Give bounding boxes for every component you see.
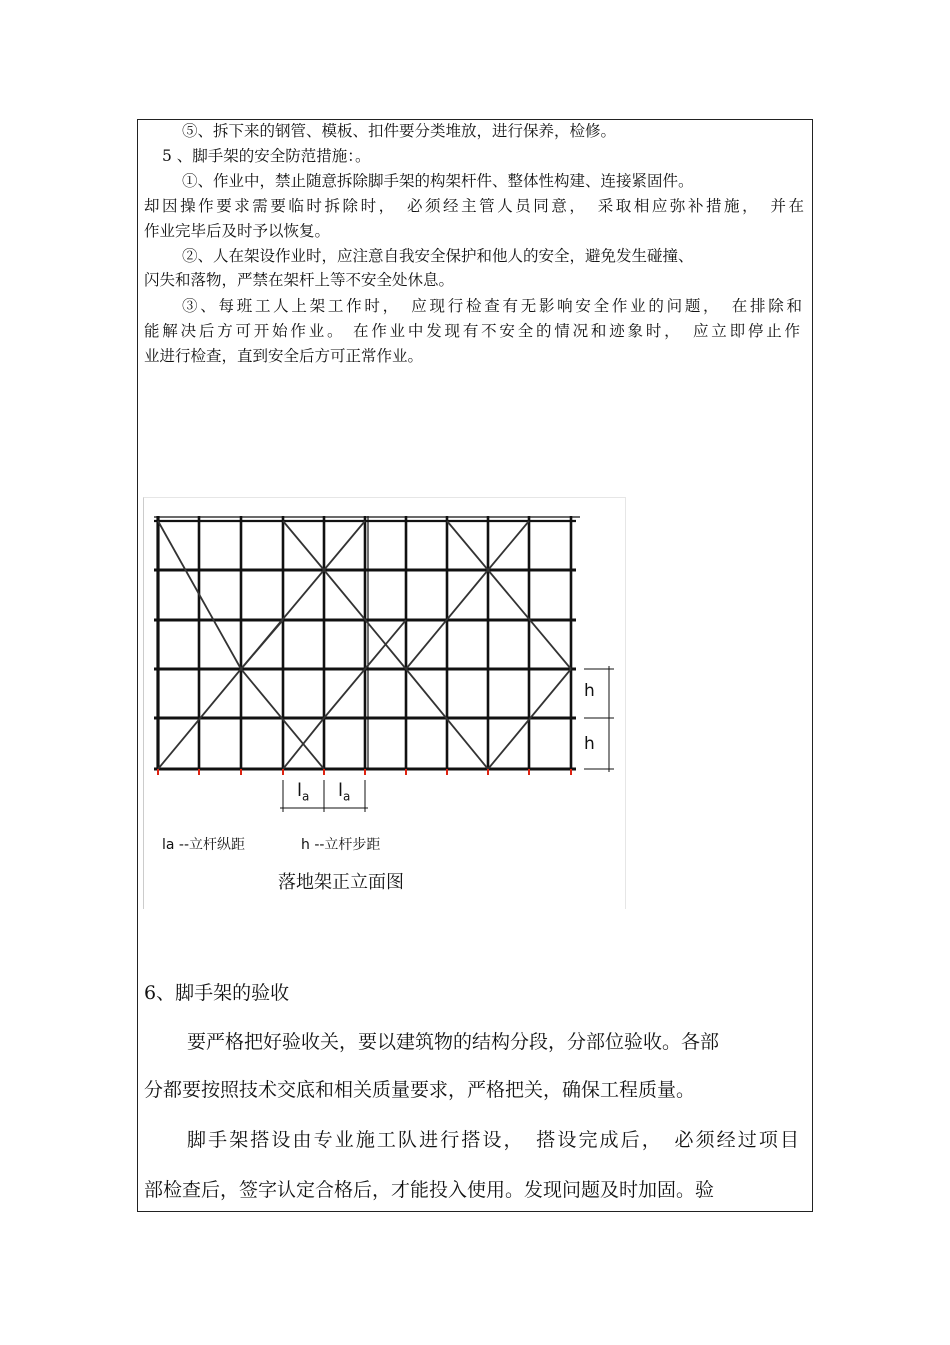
section-6-heading: 6、脚手架的验收 [144,982,290,1004]
brace-7 [324,521,365,570]
text-line-8: ③、每班工人上架工作时， 应现行检查有无影响安全作业的问题， 在排除和 [182,297,802,315]
text-line-5: 作业完毕后及时予以恢复。 [144,222,331,240]
legend-la: la --立杆纵距 [162,837,246,853]
scaffold-elevation-figure [143,497,626,909]
h-label-upper: h [584,681,595,701]
legend-h: h --立杆步距 [301,837,381,853]
section-6-line-3: 脚手架搭设由专业施工队进行搭设， 搭设完成后， 必须经过项目 [187,1129,799,1151]
text-line-10: 业进行检查，直到安全后方可正常作业。 [144,347,424,365]
text-line-3: ①、作业中，禁止随意拆除脚手架的构架杆件、整体性构建、连接紧固件。 [182,172,694,190]
h-label-lower: h [584,734,595,754]
la-label-right: $l_a$ [338,780,351,804]
text-line-7: 闪失和落物，严禁在架杆上等不安全处休息。 [144,271,455,289]
section-6-line-2: 分都要按照技术交底和相关质量要求，严格把关，确保工程质量。 [144,1079,696,1101]
text-line-1: ⑤、拆下来的钢管、模板、扣件要分类堆放，进行保养，检修。 [182,122,617,140]
text-line-6: ②、人在架设作业时，应注意自我安全保护和他人的安全，避免发生碰撞、 [182,247,694,265]
la-label-left: $l_a$ [297,780,310,804]
text-line-4: 却因操作要求需要临时拆除时， 必须经主管人员同意， 采取相应弥补措施， 并在 [144,197,804,215]
section-6-line-1: 要严格把好验收关，要以建筑物的结构分段，分部位验收。各部 [187,1031,720,1053]
text-line-2: 5 、脚手架的安全防范措施：。 [162,147,371,165]
brace-10 [488,521,529,570]
figure-title: 落地架正立面图 [278,872,404,893]
brace-11 [447,521,488,570]
text-line-9: 能解决后方可开始作业。 在作业中发现有不安全的情况和迹象时， 应立即停止作 [144,322,800,340]
brace-4 [283,521,324,570]
section-6-line-4: 部检查后，签字认定合格后，才能投入使用。发现问题及时加固。验 [144,1179,715,1201]
